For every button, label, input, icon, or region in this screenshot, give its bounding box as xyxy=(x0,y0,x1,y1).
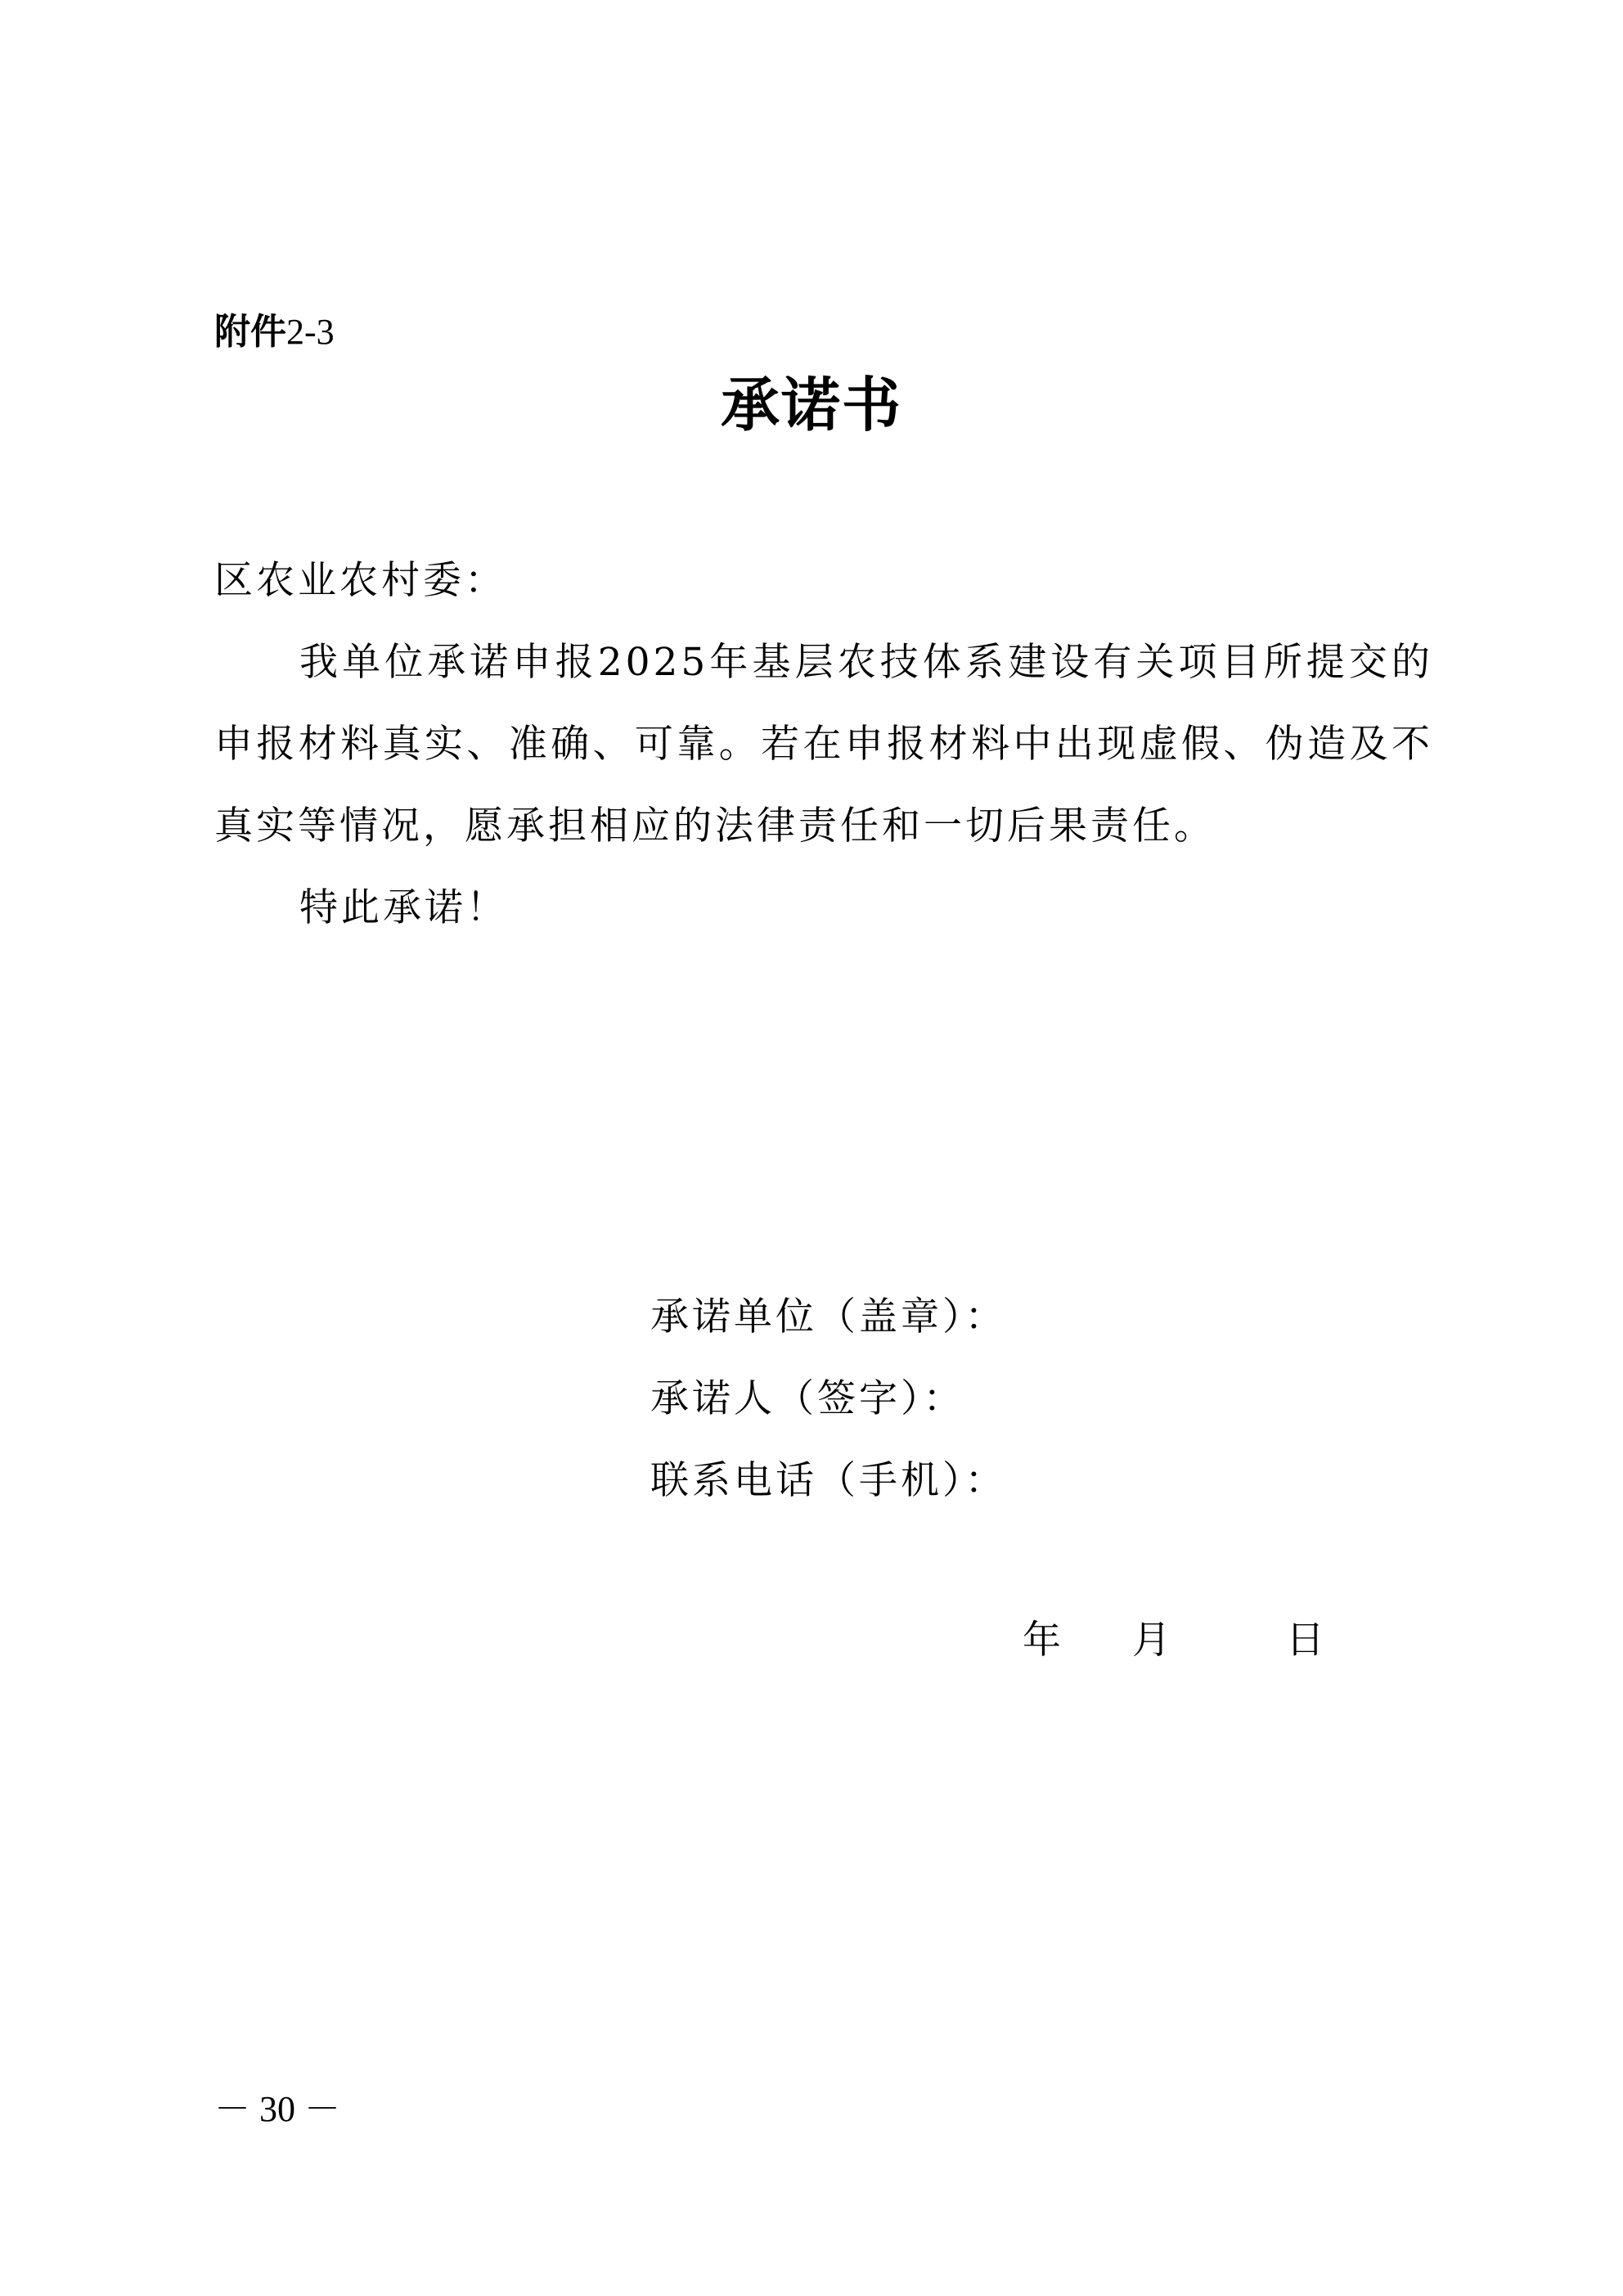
addressee: 区农业农村委： xyxy=(214,558,506,603)
page-number: － 30 － xyxy=(214,2089,340,2129)
date-month: 月 xyxy=(1132,1618,1171,1663)
date-day: 日 xyxy=(1286,1618,1324,1663)
letter-body xyxy=(214,540,1433,949)
attachment-label-text: 附件 xyxy=(214,311,286,353)
commitment-paragraph: 我单位承诺申报2025年基层农技体系建设有关项目所提交的申报材料真实、准确、可靠。若在申报材料中出现虚假、伪造及不真实等情况，愿承担相应的法律责任和一切后果责任。 xyxy=(214,640,1433,849)
attachment-code: 2-3 xyxy=(286,312,335,352)
date-year: 年 xyxy=(1023,1618,1061,1663)
signing-person-line: 承诺人（签字）： xyxy=(650,1376,965,1421)
signing-unit-line: 承诺单位（盖章）： xyxy=(650,1294,1007,1339)
signature-block xyxy=(650,1276,1007,1522)
attachment-label xyxy=(214,308,335,357)
closing-line: 特此承诺！ xyxy=(299,885,508,930)
document-title: 承诺书 xyxy=(720,370,902,439)
contact-phone-line: 联系电话（手机）： xyxy=(650,1458,1007,1503)
